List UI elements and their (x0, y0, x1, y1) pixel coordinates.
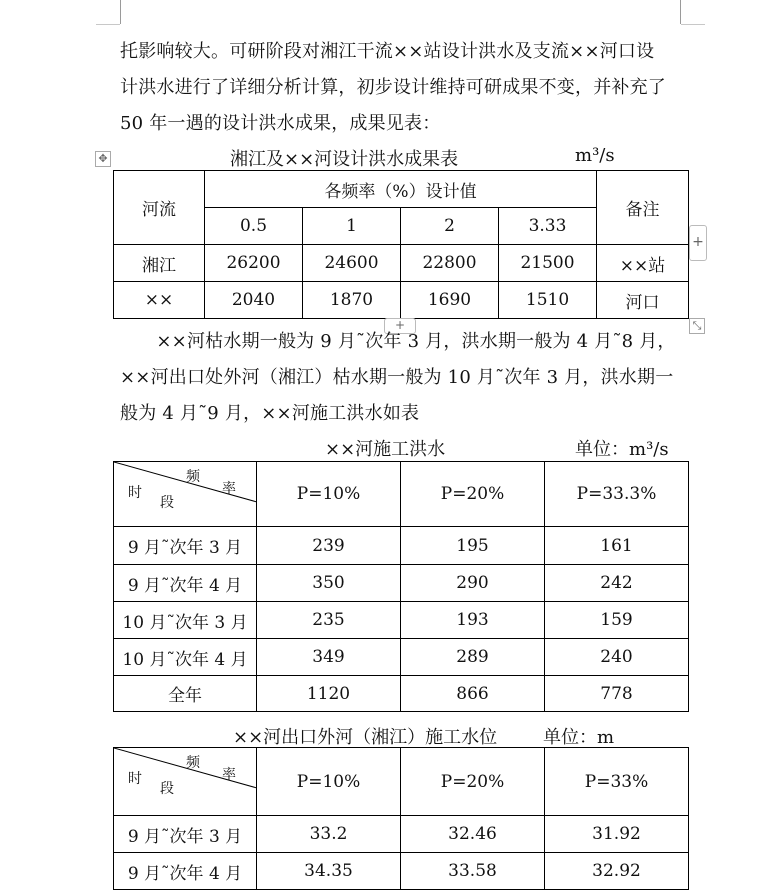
table2-value-cell: 349 (257, 639, 401, 676)
table3-value-cell: 31.92 (545, 816, 689, 853)
table1-note-cell: ××站 (597, 245, 689, 282)
table2-value-cell: 161 (545, 527, 689, 565)
table1-note-cell: 河口 (597, 282, 689, 319)
table2-value-cell: 778 (545, 676, 689, 712)
diag-label-top: 频 (186, 755, 200, 771)
diag-label-top: 频 (186, 469, 200, 485)
table1-value-cell: 24600 (303, 245, 401, 282)
table-row (114, 816, 689, 853)
table1-value-cell: 1870 (303, 282, 401, 319)
table1-river-cell: ×× (114, 282, 205, 319)
table1-value-cell: 22800 (401, 245, 499, 282)
table1-header-frequency: 各频率（%）设计值 (205, 171, 597, 208)
table3-unit: 单位：m (543, 727, 615, 748)
table2-value-cell: 159 (545, 602, 689, 639)
table1-freq-cell: 3.33 (499, 208, 597, 245)
table2-diagonal-header (114, 462, 257, 527)
table-row (114, 602, 689, 639)
diag-label-bottom: 段 (160, 781, 174, 797)
table1-unit: m³/s (575, 145, 615, 166)
table2 (113, 461, 689, 712)
paragraph-line: 托影响较大。可研阶段对湘江干流××站设计洪水及支流××河口设 (120, 41, 655, 62)
table3-col-header: P=10% (257, 748, 401, 816)
table2-period-cell: 全年 (114, 676, 257, 712)
table3-period-cell: 9 月˜次年 3 月 (114, 816, 257, 853)
table-row (114, 853, 689, 890)
paragraph-line: 50 年一遇的设计洪水成果，成果见表： (120, 113, 441, 134)
diag-label-left: 时 (128, 485, 142, 501)
paragraph-line: ××河枯水期一般为 9 月˜次年 3 月，洪水期一般为 4 月˜8 月， (120, 331, 676, 352)
paragraph-line: 般为 4 月˜9 月，××河施工洪水如表 (120, 403, 420, 424)
table3-diagonal-header (114, 748, 257, 816)
table2-value-cell: 240 (545, 639, 689, 676)
table2-value-cell: 239 (257, 527, 401, 565)
table1-caption: 湘江及××河设计洪水成果表 (230, 149, 459, 170)
table2-caption: ××河施工洪水 (325, 439, 446, 460)
table3 (113, 747, 689, 890)
table-row (114, 565, 689, 602)
table-row (114, 282, 689, 319)
table2-col-header: P=20% (401, 462, 545, 527)
header-margin-line-left (96, 24, 120, 25)
table1-value-cell: 1510 (499, 282, 597, 319)
table3-value-cell: 32.92 (545, 853, 689, 890)
table3-value-cell: 34.35 (257, 853, 401, 890)
table2-value-cell: 235 (257, 602, 401, 639)
table1-header-river: 河流 (114, 171, 205, 245)
table3-value-cell: 32.46 (401, 816, 545, 853)
add-row-plus-icon[interactable]: + (384, 318, 416, 334)
table2-value-cell: 195 (401, 527, 545, 565)
table2-period-cell: 9 月˜次年 4 月 (114, 565, 257, 602)
table3-caption: ××河出口外河（湘江）施工水位 (233, 727, 498, 748)
table2-value-cell: 350 (257, 565, 401, 602)
table1 (113, 170, 689, 319)
table2-value-cell: 866 (401, 676, 545, 712)
paragraph-line: 计洪水进行了详细分析计算，初步设计维持可研成果不变，并补充了 (120, 77, 666, 98)
table1-river-cell: 湘江 (114, 245, 205, 282)
table1-value-cell: 2040 (205, 282, 303, 319)
table3-period-cell: 9 月˜次年 4 月 (114, 853, 257, 890)
resize-diagonal-icon[interactable]: ⤡ (689, 318, 705, 334)
table2-period-cell: 10 月˜次年 3 月 (114, 602, 257, 639)
table-row (114, 676, 689, 712)
table1-value-cell: 1690 (401, 282, 499, 319)
paragraph-line: ××河出口处外河（湘江）枯水期一般为 10 月˜次年 3 月，洪水期一 (120, 367, 674, 388)
table3-col-header: P=33% (545, 748, 689, 816)
table2-col-header: P=10% (257, 462, 401, 527)
table1-freq-cell: 2 (401, 208, 499, 245)
table2-value-cell: 290 (401, 565, 545, 602)
table-row (114, 527, 689, 565)
header-margin-line-right (681, 24, 705, 25)
table1-value-cell: 21500 (499, 245, 597, 282)
header-margin-mark-right (680, 0, 681, 24)
header-margin-mark-left (120, 0, 121, 24)
table1-freq-cell: 1 (303, 208, 401, 245)
table1-value-cell: 26200 (205, 245, 303, 282)
table3-col-header: P=20% (401, 748, 545, 816)
table-row (114, 245, 689, 282)
table-row (114, 639, 689, 676)
table2-period-cell: 10 月˜次年 4 月 (114, 639, 257, 676)
move-handle-icon[interactable]: ✥ (95, 151, 111, 167)
table3-value-cell: 33.2 (257, 816, 401, 853)
add-column-plus-icon[interactable]: + (689, 225, 707, 261)
table2-value-cell: 1120 (257, 676, 401, 712)
diag-label-left: 时 (128, 771, 142, 787)
table2-col-header: P=33.3% (545, 462, 689, 527)
diag-label-bottom: 段 (160, 495, 174, 511)
table1-header-note: 备注 (597, 171, 689, 245)
table2-unit: 单位：m³/s (575, 439, 669, 460)
table3-value-cell: 33.58 (401, 853, 545, 890)
table2-value-cell: 289 (401, 639, 545, 676)
table2-period-cell: 9 月˜次年 3 月 (114, 527, 257, 565)
table2-value-cell: 242 (545, 565, 689, 602)
diag-label-right: 率 (222, 767, 236, 783)
diag-label-right: 率 (222, 481, 236, 497)
table2-value-cell: 193 (401, 602, 545, 639)
table1-freq-cell: 0.5 (205, 208, 303, 245)
